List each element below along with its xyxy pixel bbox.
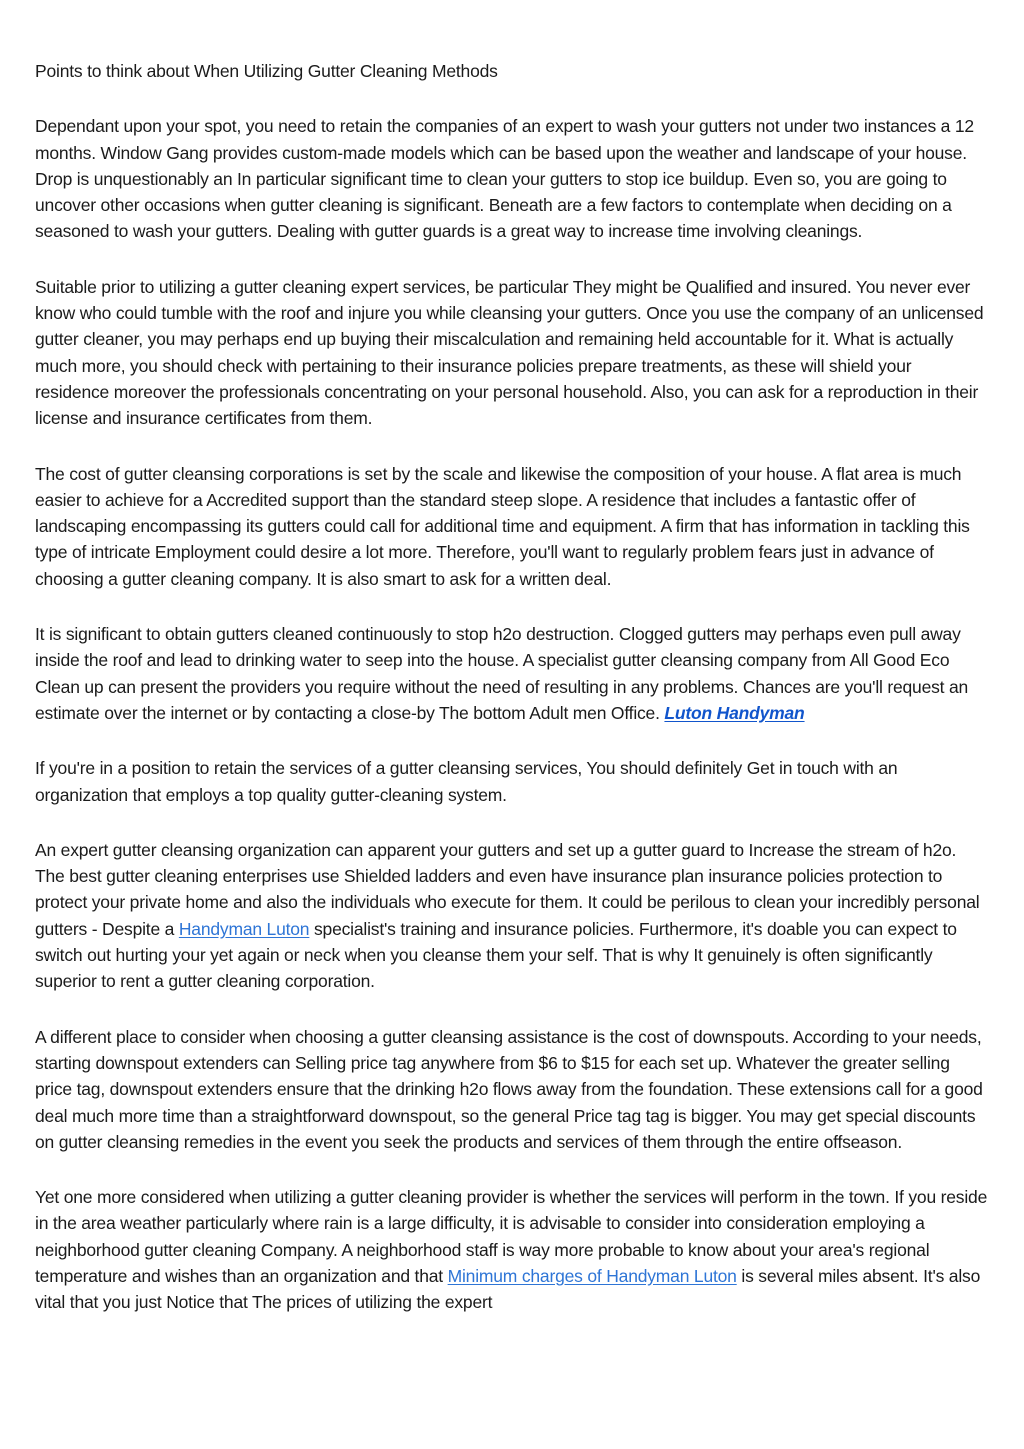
- paragraph-1: [35, 113, 990, 244]
- paragraph-3: [35, 461, 990, 592]
- paragraph-6-text-after-link: specialist's training and insurance policies. Furthermore, it's doable you can expect to switch out hurting your yet again or neck when you cleanse them your self. That is why It genuinely is often significantly superior to rent a gutter cleaning corporation.: [35, 918, 957, 992]
- paragraph-6-text-before-link: An expert gutter cleansing organization can apparent your gutters and set up a gutter guard to Increase the stream of h2o. The best gutter cleaning enterprises use Shielded ladders and even have insurance plan insurance policies protection to protect your private home and also the individuals who execute for them. It could be perilous to clean your incredibly personal gutters - Despite a: [35, 839, 980, 939]
- paragraph-8: [35, 1184, 990, 1315]
- paragraph-8-text-after-link: is several miles absent. It's also vital that you just Notice that The prices of utilizing the expert: [35, 1265, 981, 1313]
- link-handyman-luton[interactable]: Handyman Luton: [178, 918, 310, 939]
- paragraph-7: [35, 1024, 990, 1155]
- paragraph-5: [35, 755, 990, 808]
- page-title: Points to think about When Utilizing Gutter Cleaning Methods: [35, 61, 498, 81]
- paragraph-2-text: Suitable prior to utilizing a gutter cleaning expert services, be particular They might be Qualified and insured. You never ever know who could tumble with the roof and injure you while cleansing your gutters. Once you use the company of an unlicensed gutter cleaner, you may perhaps end up buying their miscalculation and remaining held accountable for it. What is actually much more, you should check with pertaining to their insurance policies prepare treatments, as these will shield your residence moreover the professionals concentrating on your personal household. Also, you can ask for a reproduction in their license and insurance certificates from them.: [35, 276, 984, 429]
- link-luton-handyman[interactable]: Luton Handyman: [664, 702, 805, 723]
- paragraph-2: [35, 274, 990, 432]
- paragraph-1-text: Dependant upon your spot, you need to retain the companies of an expert to wash your gutters not under two instances a 12 months. Window Gang provides custom-made models which can be based upon the weather and landscape of your house. Drop is unquestionably an In particular significant time to clean your gutters to stop ice buildup. Even so, you are going to uncover other occasions when gutter cleaning is significant. Beneath are a few factors to contemplate when deciding on a seasoned to wash your gutters. Dealing with gutter guards is a great way to increase time involving cleanings.: [35, 116, 974, 242]
- paragraph-7-text: A different place to consider when choosing a gutter cleansing assistance is the cost of downspouts. According to your needs, starting downspout extenders can Selling price tag anywhere from $6 to $15 for each set up. Whatever the greater selling price tag, downspout extenders ensure that the drinking h2o flows away from the foundation. These extensions call for a good deal much more time than a straightforward downspout, so the general Price tag tag is bigger. You may get special discounts on gutter cleansing remedies in the event you seek the products and services of them through the entire offseason.: [35, 1026, 983, 1152]
- paragraph-3-text: The cost of gutter cleansing corporations is set by the scale and likewise the composition of your house. A flat area is much easier to achieve for a Accredited support than the standard steep slope. A residence that includes a fantastic offer of landscaping encompassing its gutters could call for additional time and equipment. A firm that has information in tackling this type of intricate Employment could desire a lot more. Therefore, you'll want to regularly problem fears just in advance of choosing a gutter cleaning company. It is also smart to ask for a written deal.: [35, 463, 970, 589]
- paragraph-4: [35, 621, 990, 726]
- paragraph-5-text: If you're in a position to retain the services of a gutter cleansing services, You should definitely Get in touch with an organization that employs a top quality gutter-cleaning system.: [35, 758, 898, 805]
- paragraph-4-text: It is significant to obtain gutters cleaned continuously to stop h2o destruction. Clogged gutters may perhaps even pull away inside the roof and lead to drinking water to seep into the house. A specialist gutter cleansing company from All Good Eco Clean up can present the providers you require without the need of resulting in any problems. Chances are you'll request an estimate over the internet or by contacting a close-by The bottom Adult men Office.: [35, 624, 969, 723]
- link-minimum-charges-handyman-luton[interactable]: Minimum charges of Handyman Luton: [447, 1265, 737, 1286]
- paragraph-8-text-before-link: Yet one more considered when utilizing a gutter cleaning provider is whether the services will perform in the town. If you reside in the area weather particularly where rain is a large difficulty, it is advisable to consider into consideration employing a neighborhood gutter cleaning Company. A neighborhood staff is way more probable to know about your area's regional temperature and wishes than an organization and that: [35, 1187, 988, 1286]
- paragraph-6: [35, 837, 990, 995]
